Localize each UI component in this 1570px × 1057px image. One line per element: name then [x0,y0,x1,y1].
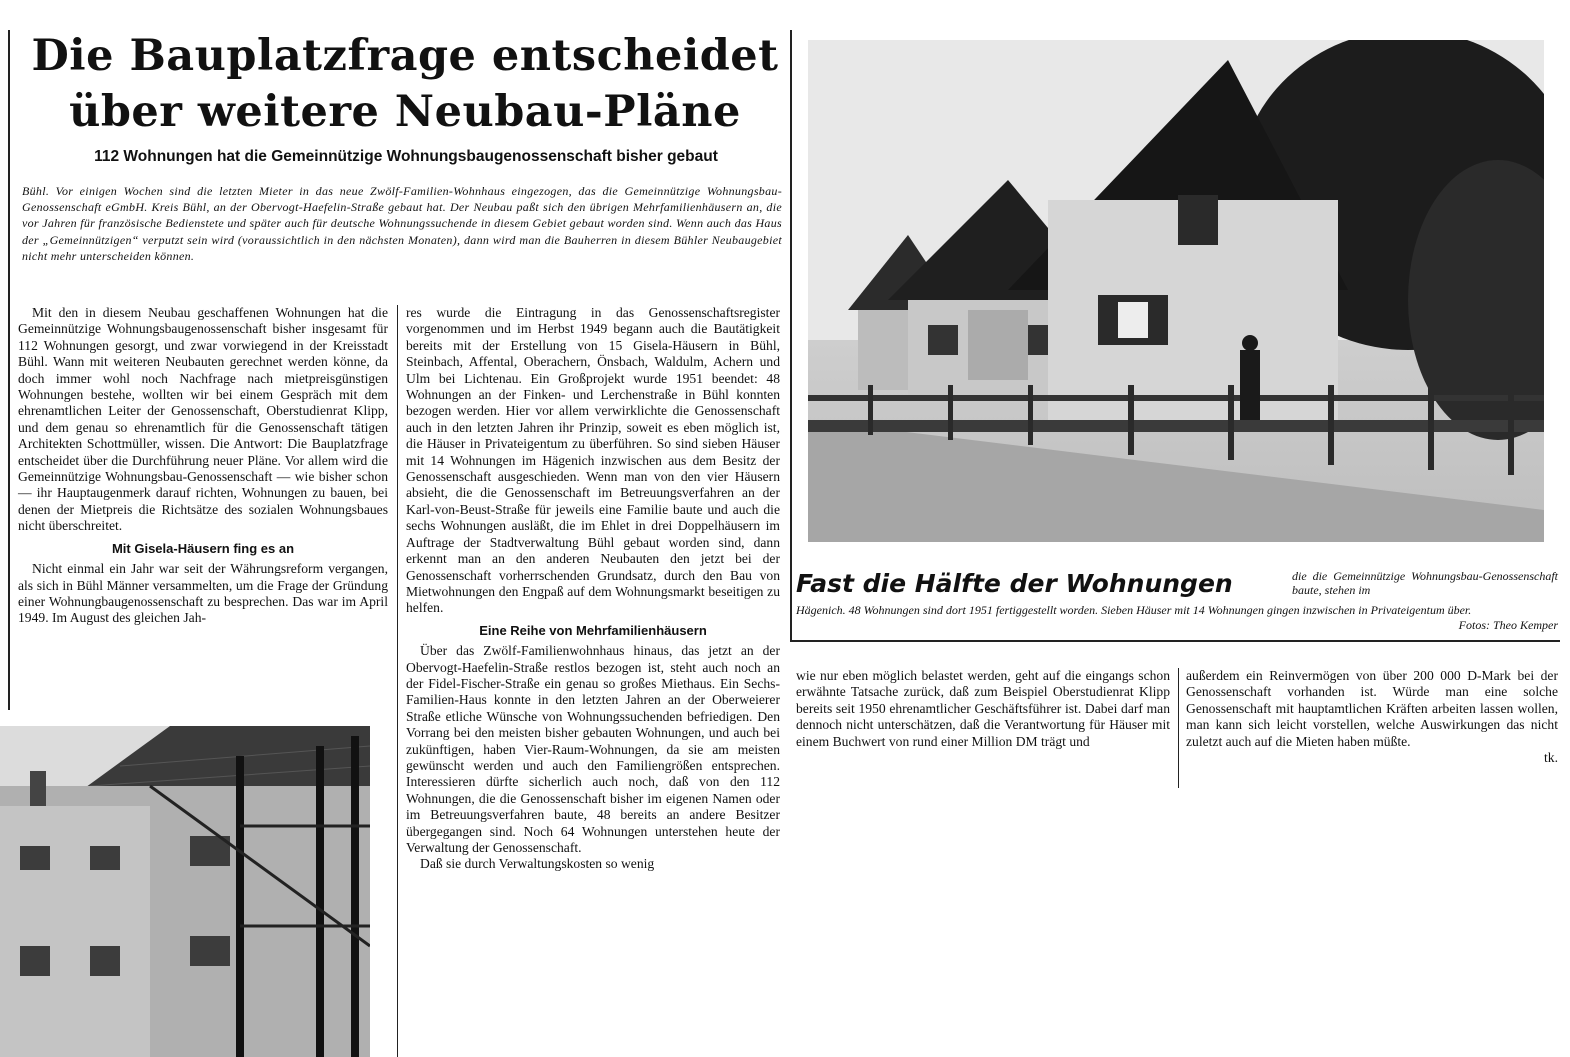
houses-photo [808,40,1544,542]
apartment-block-photo [0,726,370,1057]
col4-paragraph-1: außerdem ein Reinvermögen von über 200 000 D-Mark bei der Genossenschaft vorhanden ist. Würde man eine solche Genossenschaft mit hauptamtlichen Kräften arbeiten lassen wollen, man kann sich leicht vorstellen, welche Auswirkungen das nicht zuletzt auch auf die Mieten haben müßte. [1186,668,1558,749]
author-signature: tk. [1544,750,1558,766]
text-column-4 [1186,668,1558,766]
headline [20,28,790,140]
col1-paragraph-2: Nicht einmal ein Jahr war seit der Währungsreform vergangen, als sich in Bühl Männer versammelten, um die Frage der Gründung einer Wohnungbaugenossenschaft zu besprechen. Das war im April 1949. Im August des gleichen Jah- [18,561,388,626]
text-column-1 [18,305,388,627]
photo-caption-lead: die die Gemeinnützige Wohnungsbau-Genossenschaft baute, stehen im [1292,569,1558,597]
left-column-rule [8,30,10,710]
photo-caption-text [796,603,1556,618]
col2-paragraph-2: Über das Zwölf-Familienwohnhaus hinaus, das jetzt an der Obervogt-Haefelin-Straße restlos bezogen ist, steht auch noch an der Fidel-Fischer-Straße ein genau so großes Miethaus. Ein Sechs-Familien-Haus konnte in den letzten Jahren an der Oberweierer Straße etliche Wünsche von Wohnungssuchenden befriedigen. Den Vorrang bei den meisten bisher gebauten Wohnungen, und auch bei zukünftigen, haben Vier-Raum-Wohnungen, da sie am meisten gewünscht werden und auch den Familiengrößen entsprechen. Interessieren dürfte sicherlich auch noch, daß von den 112 Wohnungen, die die Genossenschaft bisher im eigenen Namen oder im Betreuungsverfahren baute, 48 bereits an andere Besitzer übergegangen sind. Noch 64 Wohnungen unterstehen heute der Verwaltung der Genossenschaft. [406,643,780,855]
caption-bottom-rule [790,640,1560,642]
col1-paragraph-1: Mit den in diesem Neubau geschaffenen Wohnungen hat die Gemeinnützige Wohnungsbaugenossenschaft bisher insgesamt für 112 Wohnungen gesorgt, und zwar vorwiegend in der Kreisstadt Bühl. Wann mit weiteren Neubauten gerechnet werden könne, da doch immer wohl noch Nachfrage nach mietpreisgünstigen Wohnungen bestehe, wollten wir bei einem Gespräch mit dem ehrenamtlichen Leiter der Genossenschaft, Oberstudienrat Klipp, und dem genau so ehrenamtlich für die Genossenschaft tätigen Architekten Schottmüller, wissen. Die Antwort: Die Bauplatzfrage entscheidet über die Durchführung neuer Pläne. Vor allem wird die Gemeinnützige Wohnungsbau-Genossenschaft — wie bisher schon — ihr Hauptaugenmerk darauf richten, Wohnungen zu bauen, bei denen der Mietpreis die Richtsätze des sozialen Wohnungsbaues nicht überschreitet. [18,305,388,534]
col3-col4-rule [1178,668,1179,788]
headline-line-1: Die Bauplatzfrage entscheidet [31,31,779,81]
intro-paragraph: Bühl. Vor einigen Wochen sind die letzten Mieter in das neue Zwölf-Familien-Wohnhaus eingezogen, das die Gemeinnützige Wohnungsbau-Genossenschaft eGmbH. Kreis Bühl, an der Obervogt-Haefelin-Straße gebaut hat. Der Neubau paßt sich den übrigen Mehrfamilienhäusern an, die vor Jahren für französische Bedienstete und später auch für deutsche Wohnungssuchende in diesem Gebiet gebaut worden sind. Wenn auch das Haus der „Gemeinnützigen“ verputzt sein wird (voraussichtlich in den nächsten Monaten), dann wird man die Bauherren in diesem Bühler Neubaugebiet nicht mehr unterscheiden können. [22,184,782,263]
apartment-block-drawing [0,726,370,1057]
headline-line-2: über weitere Neubau-Pläne [69,87,741,137]
col3-paragraph-1: wie nur eben möglich belastet werden, geht auf die eingangs schon erwähnte Tatsache zurück, daß zum Beispiel Oberstudienrat Klipp bereits seit 1950 ehrenamtlicher Geschäftsführer ist. Dabei darf man dennoch nicht unterschätzen, daß die Verantwortung für Häuser mit einem Buchwert von rund einer Million DM trägt und [796,668,1170,749]
col1-col2-rule [397,305,398,1057]
photo-caption-title: Fast die Hälfte der Wohnungen [796,569,1233,598]
houses-photo-drawing [808,40,1544,542]
col2-section-heading: Eine Reihe von Mehrfamilienhäusern [479,622,707,638]
center-column-rule [790,30,792,640]
col2-paragraph-1: res wurde die Eintragung in das Genossenschaftsregister vorgenommen und im Herbst 1949 begann auch die Bautätigkeit bereits mit der Erstellung von 15 Gisela-Häusern in Bühl, Steinbach, Affental, Oberachern, Önsbach, Waldulm, Achern und Ulm bei Lichtenau. Ein Großprojekt wurde 1951 beendet: 48 Wohnungen an der Finken- und Lerchenstraße in Bühl konnten bezogen werden. Hier vor allem verwirklichte die Genossenschaft auch in den letzten Jahren ihr Prinzip, soweit es eben möglich ist, die Häuser in Privateigentum zu überführen. So sind sieben Häuser mit 14 Wohnungen im Hägenich inzwischen aus dem Besitz der Genossenschaft ausgeschieden. Wenn man von den vier Häusern absieht, die die Genossenschaft im Betreuungsverfahren an der Karl-von-Beust-Straße für jeweils eine Familie baute und auch die sechs Wohnungen ausläßt, die im Ehlet in drei Doppelhäusern im Auftrage der Stadtverwaltung Bühl gebaut worden sind, dann erkennt man an den anderen Neubauten den jetzt bei der Genossenschaft vorherrschenden Grundsatz, durch den Bau von Mietwohnungen den Engpaß auf dem Wohnungsmarkt beseitigen zu helfen. [406,305,780,616]
photo-credit: Fotos: Theo Kemper [1458,618,1558,632]
col2-paragraph-3: Daß sie durch Verwaltungskosten so wenig [420,856,655,872]
text-column-3 [796,668,1170,750]
col1-section-heading: Mit Gisela-Häusern fing es an [111,540,295,556]
text-column-2 [406,305,780,873]
photo-caption-body: Hägenich. 48 Wohnungen sind dort 1951 fertiggestellt worden. Sieben Häuser mit 14 Wohnungen gingen inzwischen in Privateigentum über. [796,603,1472,617]
subheadline: 112 Wohnungen hat die Gemeinnützige Wohnungsbaugenossenschaft bisher gebaut [94,148,718,165]
